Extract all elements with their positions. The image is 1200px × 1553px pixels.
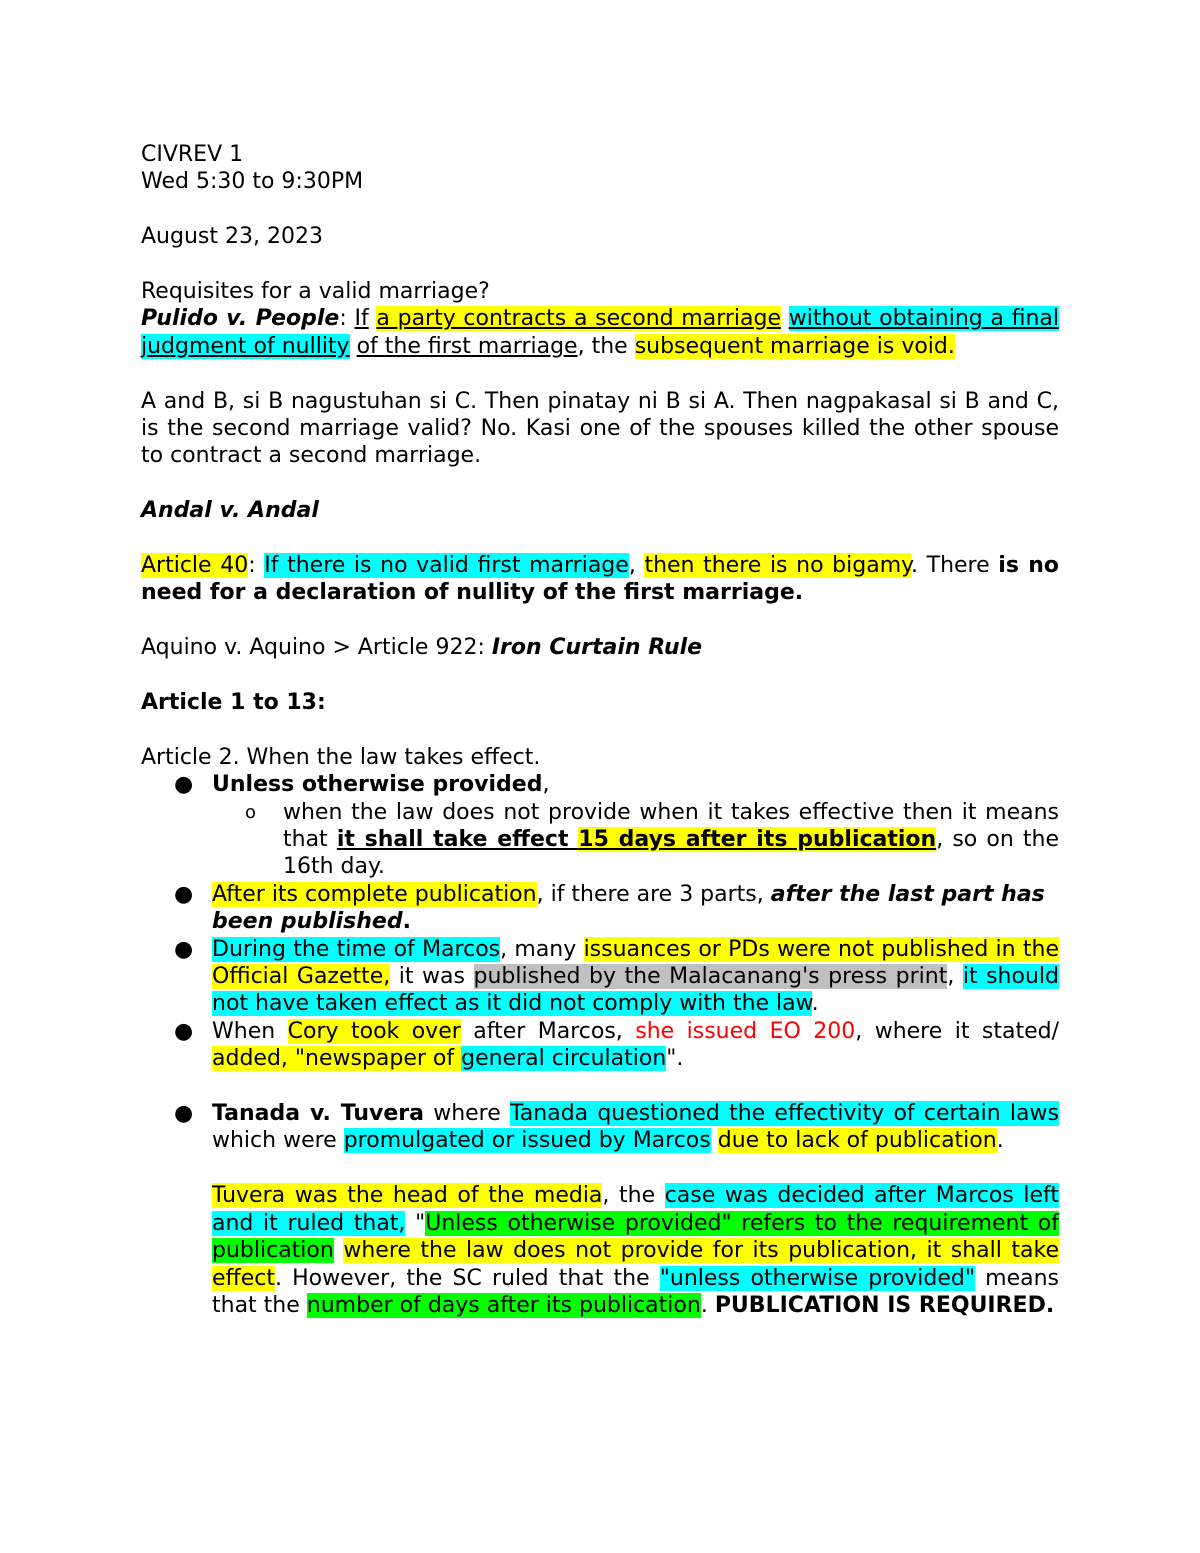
course-title: CIVREV 1: [141, 142, 244, 167]
highlight: Article 40: [141, 553, 249, 579]
lecture-date: August 23, 2023: [141, 224, 323, 250]
aquino-line: Aquino v. Aquino > Article 922: Iron Curtain Rule: [141, 635, 703, 661]
highlight: case was decided after Marcos left and it ruled that,: [212, 1183, 1059, 1236]
list-item: ● During the time of Marcos, many issuances or PDs were not published in the Official Gazette, it was published by the Malacanang's press print, it should not have taken effect as it did not comply with the law.: [174, 936, 1059, 1017]
highlight: Tanada questioned the effectivity of certain laws: [509, 1101, 1059, 1127]
highlight: subsequent marriage is void.: [634, 333, 955, 359]
bullet-icon: ●: [174, 881, 194, 907]
list-item: ● Unless otherwise provided,: [174, 772, 550, 798]
highlight: If there is no valid first marriage: [264, 553, 629, 579]
bullet-icon: ●: [174, 1018, 194, 1044]
highlight: issuances or PDs were not published in the Official Gazette,: [212, 936, 1059, 990]
class-schedule: Wed 5:30 to 9:30PM: [141, 169, 364, 195]
iron-curtain-rule: Iron Curtain Rule: [491, 635, 703, 661]
highlight: Cory took over: [287, 1018, 461, 1044]
highlight: "unless otherwise provided": [659, 1265, 976, 1291]
highlight: then there is no bigamy: [644, 553, 912, 579]
highlight: Tuvera was the head of the media: [212, 1183, 603, 1209]
highlight: where the law does not provide for its publication, it shall take effect: [212, 1238, 1059, 1291]
bullet-icon: ●: [174, 1101, 194, 1127]
highlight: due to lack of publication: [717, 1128, 997, 1154]
pulido-paragraph: Pulido v. People: If a party contracts a second marriage without obtaining a final judgment of nullity of the first marriage, the subsequent marriage is void.: [141, 306, 1059, 359]
highlight: added, "newspaper of: [212, 1046, 462, 1072]
highlight: it should not have taken effect as it did not comply with the law: [212, 964, 1059, 1017]
highlight: promulgated or issued by Marcos: [343, 1128, 711, 1154]
bullet-icon: ●: [174, 936, 194, 962]
highlight: After its complete publication: [212, 881, 537, 907]
article-2-line: Article 2. When the law takes effect.: [141, 744, 541, 770]
list-item: ● After its complete publication, if there are 3 parts, after the last part has been published.: [174, 881, 1045, 935]
list-item: ● When Cory took over after Marcos, she issued EO 200, where it stated/ added, "newspaper of general circulation".: [174, 1018, 1060, 1072]
sub-list-item: o when the law does not provide when it takes effective then it means that it shall take effect 15 days after its publication, so on the 16th day.: [245, 799, 1060, 880]
article-40-paragraph: Article 40: If there is no valid first marriage, then there is no bigamy. There is no need for a declaration of nullity of the first marriage.: [141, 553, 1059, 606]
highlight: 15 days after its publication: [578, 827, 937, 853]
tanada-bullets: [141, 1100, 1059, 1319]
tuvera-paragraph: Tuvera was the head of the media, the case was decided after Marcos left and it ruled that, "Unless otherwise provided" refers to the requirement of publication where the law does not provide for its publication, it shall take effect. However, the SC ruled that the "unless otherwise provided" means that the number of days after its publication. PUBLICATION IS REQUIRED.: [212, 1183, 1059, 1318]
bullet-icon: ●: [174, 772, 194, 798]
highlight: published by the Malacanang's press print: [473, 964, 948, 990]
highlight: without obtaining a final judgment of nullity: [141, 306, 1059, 359]
article-2-bullets: [141, 771, 1059, 1072]
case-name: Pulido v. People: [141, 306, 340, 332]
scenario-paragraph: A and B, si B nagustuhan si C. Then pinatay ni B si A. Then nagpakasal si B and C, is the second marriage valid? No. Kasi one of the spouses killed the other spouse to contract a second marriage.: [141, 388, 1059, 469]
articles-heading: Article 1 to 13:: [141, 690, 326, 716]
highlight: a party contracts a second marriage: [376, 306, 782, 332]
highlight: general circulation: [461, 1046, 667, 1072]
list-item: ● Tanada v. Tuvera where Tanada questioned the effectivity of certain laws which were promulgated or issued by Marcos due to lack of publication. Tuvera was the head of the media, the case was decided after Marcos left and it ruled that, "Unless otherwise provided" refers to the requirement of publication where the law does not provide for its publication, it shall take effect. However, the SC ruled that the "unless otherwise provided" means that the number of days after its publication. PUBLICATION IS REQUIRED.: [174, 1101, 1059, 1318]
andal-case-heading: Andal v. Andal: [141, 498, 319, 524]
red-text: she issued EO 200: [635, 1018, 856, 1044]
requisites-question: Requisites for a valid marriage?: [141, 279, 490, 304]
highlight: Unless otherwise provided" refers to the requirement of publication: [212, 1210, 1059, 1264]
hollow-bullet-icon: o: [245, 801, 257, 823]
case-name: Tanada v. Tuvera: [212, 1101, 424, 1127]
highlight: number of days after its publication: [306, 1292, 701, 1318]
highlight: During the time of Marcos: [212, 936, 501, 962]
